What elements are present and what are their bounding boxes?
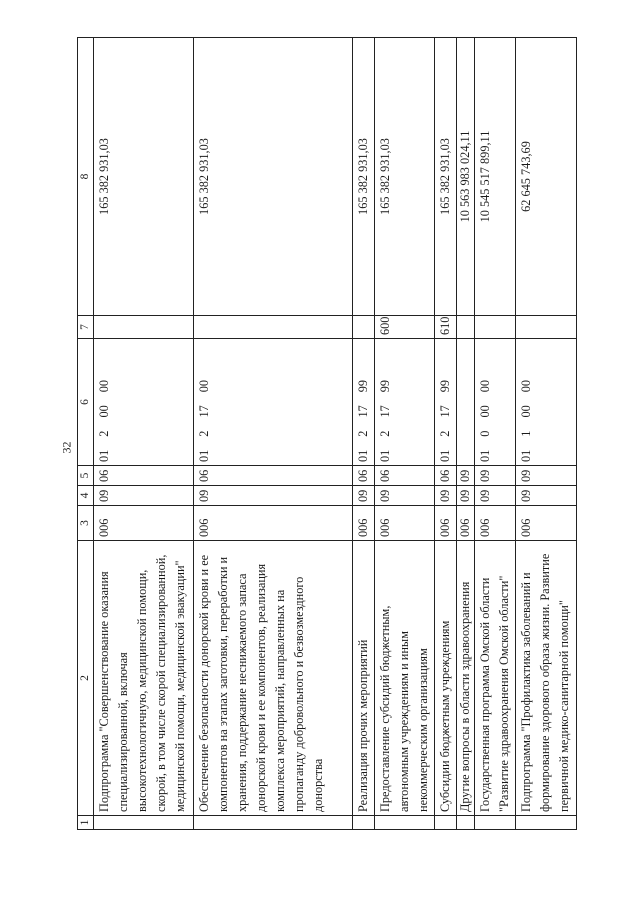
code-cell: 09 — [375, 486, 435, 506]
code-cell: 09 — [516, 466, 577, 486]
table-cell-empty — [475, 816, 516, 830]
table-cell-empty — [353, 816, 375, 830]
table-row — [435, 38, 457, 830]
target-code-cell — [516, 339, 577, 466]
target-code-cell — [457, 339, 475, 466]
code-part: 99 — [356, 379, 370, 393]
table-cell-empty — [375, 816, 435, 830]
code-part: 17 — [356, 405, 370, 418]
column-header: 8 — [78, 38, 94, 316]
code-cell — [353, 316, 375, 339]
amount-cell: 10 563 983 024,11 — [457, 38, 475, 316]
code-part: 00 — [519, 379, 533, 393]
row-name: Государственная программа Омской области "Развитие здравоохранения Омской области" — [475, 541, 516, 816]
code-cell: 06 — [375, 466, 435, 486]
code-cell — [516, 316, 577, 339]
code-part: 99 — [378, 379, 392, 393]
code-part: 2 — [97, 430, 111, 437]
code-part: 99 — [438, 379, 452, 393]
code-cell: 006 — [457, 506, 475, 541]
code-part: 17 — [197, 405, 211, 418]
column-header: 6 — [78, 339, 94, 466]
code-part: 00 — [197, 379, 211, 393]
table-cell-empty — [194, 816, 353, 830]
code-cell: 06 — [94, 466, 194, 486]
code-part: 00 — [97, 405, 111, 418]
target-code-cell — [375, 339, 435, 466]
row-name: Подпрограмма "Совершенствование оказания специализированной, включая высокотехнологичную, медицинской помощи, скорой, в том числе скорой специализированной, медицинской помощи, медицинской эвакуации" — [94, 541, 194, 816]
row-name: Реализация прочих мероприятий — [353, 541, 375, 816]
row-name: Другие вопросы в области здравоохранения — [457, 541, 475, 816]
code-cell: 09 — [516, 486, 577, 506]
code-part: 2 — [197, 430, 211, 437]
row-name: Обеспечение безопасности донорской крови и ее компонентов на этапах заготовки, переработки и хранения, поддержание неснижаемого запаса донорской крови и ее компонентов, реализация комплекса мероприятий, направленных на пропаганду добровольного и безвозмездного донорства — [194, 541, 353, 816]
code-part: 1 — [519, 430, 533, 437]
row-name: Предоставление субсидий бюджетным, автономным учреждениям и иным некоммерческим организациям — [375, 541, 435, 816]
code-cell — [475, 316, 516, 339]
amount-cell: 165 382 931,03 — [435, 38, 457, 316]
column-header: 5 — [78, 466, 94, 486]
code-part: 01 — [378, 449, 392, 462]
amount-cell: 165 382 931,03 — [194, 38, 353, 316]
target-code-cell — [194, 339, 353, 466]
amount-cell: 10 545 517 899,11 — [475, 38, 516, 316]
column-header: 3 — [78, 506, 94, 541]
table-row — [475, 38, 516, 830]
code-cell: 09 — [194, 486, 353, 506]
table-row — [94, 38, 194, 830]
rotated-page-content — [77, 38, 635, 830]
table-cell-empty — [94, 816, 194, 830]
code-cell: 06 — [353, 466, 375, 486]
page-number: 32 — [59, 441, 74, 454]
code-cell: 006 — [435, 506, 457, 541]
code-part: 0 — [478, 430, 492, 437]
code-cell — [94, 316, 194, 339]
code-part: 01 — [438, 449, 452, 462]
table-row — [516, 38, 577, 830]
code-cell: 06 — [194, 466, 353, 486]
row-name: Подпрограмма "Профилактика заболеваний и формирование здорового образа жизни. Развитие первичной медико-санитарной помощи" — [516, 541, 577, 816]
target-code-cell — [475, 339, 516, 466]
code-part: 00 — [478, 379, 492, 393]
code-cell — [194, 316, 353, 339]
code-part: 01 — [519, 449, 533, 462]
target-code-cell — [353, 339, 375, 466]
amount-cell: 165 382 931,03 — [375, 38, 435, 316]
code-cell: 06 — [435, 466, 457, 486]
budget-table — [77, 37, 577, 830]
code-part: 2 — [438, 430, 452, 437]
code-cell: 09 — [457, 486, 475, 506]
code-part: 01 — [97, 449, 111, 462]
code-cell: 09 — [94, 486, 194, 506]
code-cell: 006 — [353, 506, 375, 541]
code-cell: 09 — [353, 486, 375, 506]
code-cell: 006 — [194, 506, 353, 541]
code-cell: 09 — [435, 486, 457, 506]
code-cell: 610 — [435, 316, 457, 339]
code-cell: 006 — [475, 506, 516, 541]
table-row — [457, 38, 475, 830]
code-cell: 006 — [375, 506, 435, 541]
target-code-cell — [435, 339, 457, 466]
code-part: 17 — [438, 405, 452, 418]
table-row — [194, 38, 353, 830]
code-part: 2 — [356, 430, 370, 437]
column-header: 2 — [78, 541, 94, 816]
code-cell: 006 — [94, 506, 194, 541]
code-cell: 600 — [375, 316, 435, 339]
table-row — [375, 38, 435, 830]
table-cell-empty — [457, 816, 475, 830]
amount-cell: 62 645 743,69 — [516, 38, 577, 316]
amount-cell: 165 382 931,03 — [353, 38, 375, 316]
code-cell: 09 — [457, 466, 475, 486]
code-cell — [457, 316, 475, 339]
code-part: 00 — [478, 405, 492, 418]
column-header: 1 — [78, 816, 94, 830]
amount-cell: 165 382 931,03 — [94, 38, 194, 316]
row-name: Субсидии бюджетным учреждениям — [435, 541, 457, 816]
column-header: 7 — [78, 316, 94, 339]
code-part: 01 — [478, 449, 492, 462]
code-part: 2 — [378, 430, 392, 437]
target-code-cell — [94, 339, 194, 466]
table-cell-empty — [435, 816, 457, 830]
code-part: 01 — [197, 449, 211, 462]
code-part: 17 — [378, 405, 392, 418]
table-cell-empty — [516, 816, 577, 830]
code-cell: 006 — [516, 506, 577, 541]
code-cell: 09 — [475, 486, 516, 506]
table-header-row — [78, 38, 94, 830]
code-cell: 09 — [475, 466, 516, 486]
code-part: 00 — [97, 379, 111, 393]
column-header: 4 — [78, 486, 94, 506]
code-part: 01 — [356, 449, 370, 462]
table-row — [353, 38, 375, 830]
code-part: 00 — [519, 405, 533, 418]
